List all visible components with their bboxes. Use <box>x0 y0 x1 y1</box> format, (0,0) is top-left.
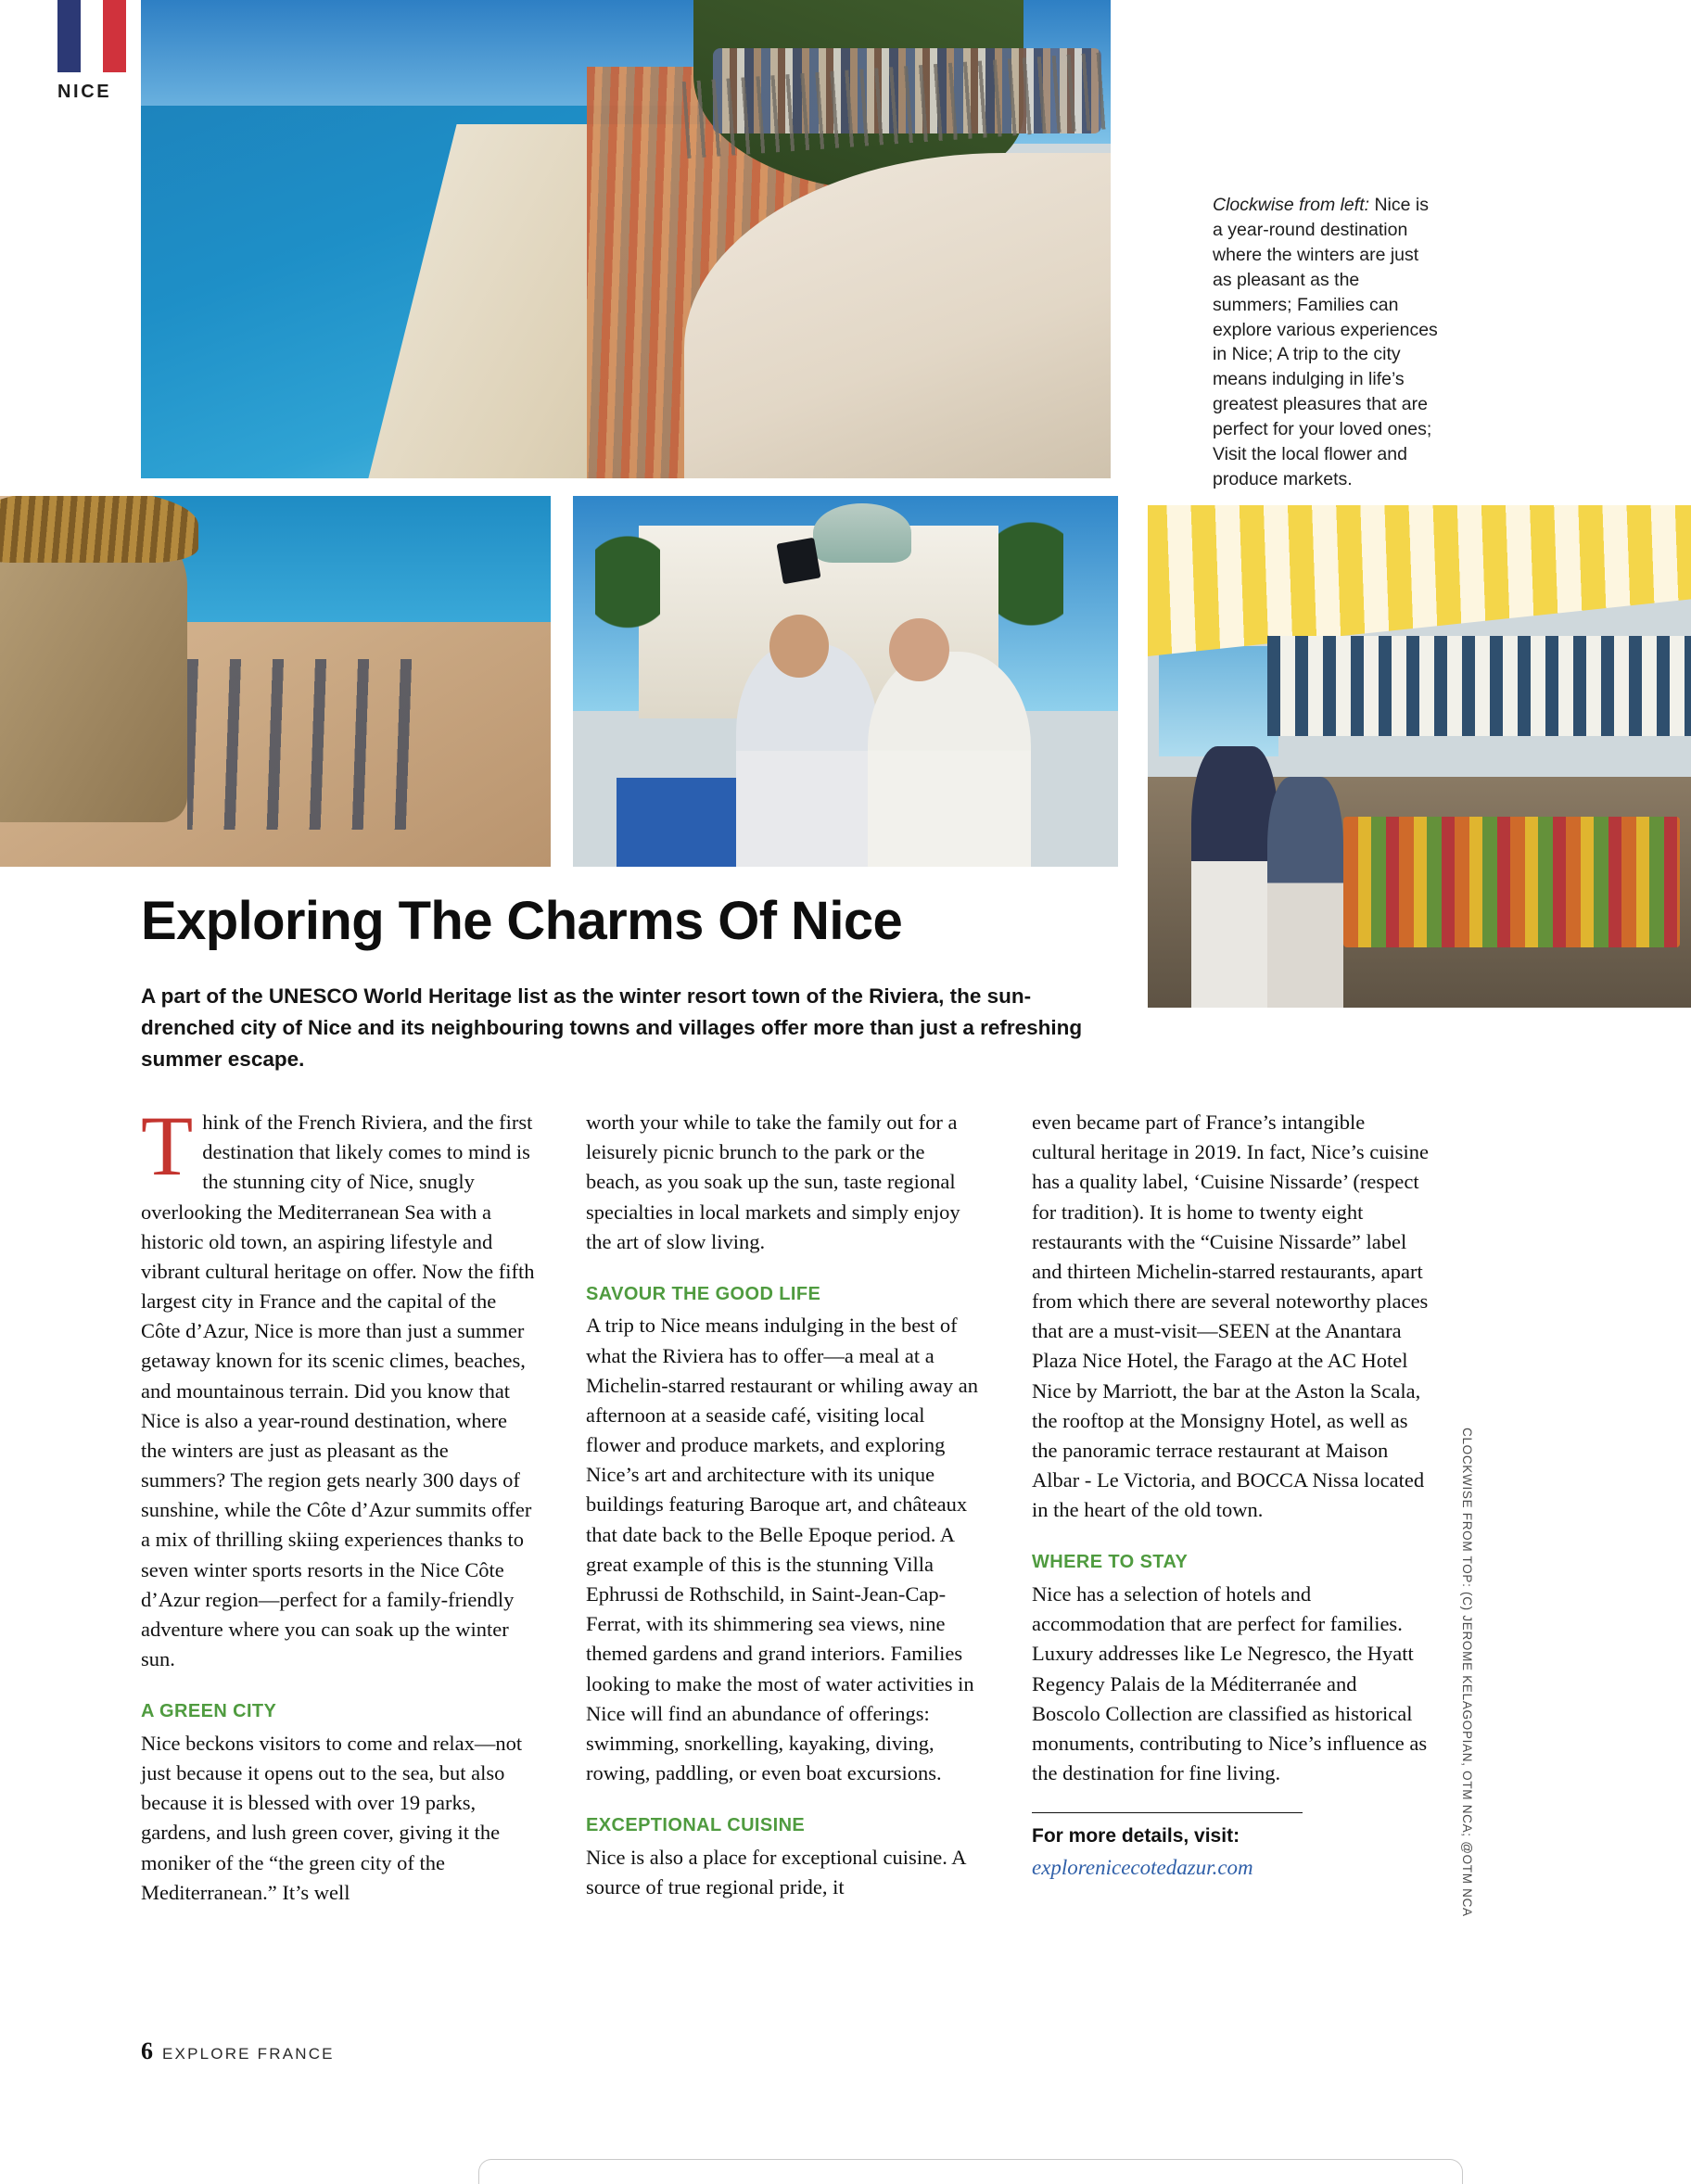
photo-promenade-walkers <box>0 496 551 867</box>
body-column-1 <box>141 1098 538 1908</box>
page-number: 6 <box>141 2038 153 2064</box>
photo-flower-produce-market <box>1148 505 1691 1008</box>
section-label: NICE <box>57 82 112 102</box>
photo-yellow-awning <box>1148 505 1691 656</box>
caption-lead: Clockwise from left: <box>1213 195 1370 215</box>
more-details-label: For more details, visit: <box>1032 1825 1240 1848</box>
photo-person-left <box>736 644 878 867</box>
paragraph-exceptional-cuisine: Nice is also a place for exceptional cuisine. A source of true regional pride, it <box>586 1845 966 1898</box>
page-footer <box>141 2038 335 2065</box>
photo-shopper <box>1191 746 1278 1008</box>
drop-cap: T <box>141 1098 194 1193</box>
body-column-3 <box>1032 1108 1429 1884</box>
photo-palm-tree <box>595 533 661 696</box>
photo-walking-family <box>187 659 418 830</box>
photo-nice-bay-panorama <box>141 0 1111 478</box>
paragraph-green-city-continued: worth your while to take the family out for a leisurely picnic brunch to the park or the beach, as you soak up the sun, taste regional specialties in local markets and simply enjoy the art of slow living. <box>586 1111 960 1253</box>
photo-person-right <box>868 652 1031 867</box>
page-title: Exploring The Charms Of Nice <box>141 891 903 951</box>
body-column-2 <box>586 1108 983 1902</box>
publication-name: EXPLORE FRANCE <box>162 2045 335 2063</box>
paragraph-savour-the-good-life: A trip to Nice means indulging in the best of what the Riviera has to offer—a meal at a Michelin-starred restaurant or whiling away an afternoon at a seaside café, visiting local flower and produce markets, and exploring Nice’s art and architecture with its unique buildings featuring Baroque art, and châteaux that date back to the Belle Epoque period. A great example of this is the stunning Villa Ephrussi de Rothschild, in Saint-Jean-Cap-Ferrat, with its shimmering sea views, nine themed gardens and grand interiors. Families looking to make the most of water activities in Nice will find an abundance of offerings: swimming, snorkelling, kayaking, diving, rowing, paddling, or even boat excursions. <box>586 1314 978 1785</box>
subhead-where-to-stay: WHERE TO STAY <box>1032 1552 1189 1573</box>
intro-paragraph <box>141 1098 538 1674</box>
photo-sky <box>1159 646 1278 756</box>
subhead-exceptional-cuisine: EXCEPTIONAL CUISINE <box>586 1815 806 1836</box>
photo-shopper <box>1267 777 1343 1008</box>
subhead-savour-the-good-life: SAVOUR THE GOOD LIFE <box>586 1283 821 1304</box>
more-details-link[interactable]: explorenicecotedazur.com <box>1032 1856 1253 1880</box>
page-edge <box>478 2159 1463 2184</box>
paragraph-exceptional-cuisine-continued: even became part of France’s intangible cultural heritage in 2019. In fact, Nice’s cuisine has a quality label, ‘Cuisine Nissarde’ (respect for tradition). It is home to twenty eight restaurants with the “Cuisine Nissarde” label and thirteen Michelin-starred restaurants, apart from which there are several noteworthy places that are a must-visit—SEEN at the Anantara Plaza Nice Hotel, the Farago at the AC Hotel Nice by Marriott, the bar at the Aston la Scala, the rooftop at the Monsigny Hotel, as well as the panoramic terrace restaurant at Maison Albar - Le Victoria, and BOCCA Nissa located in the heart of the old town. <box>1032 1111 1429 1522</box>
photo-couple-selfie <box>573 496 1118 867</box>
section-header <box>57 0 137 103</box>
photo-hotel-dome <box>813 503 911 563</box>
photo-head-left <box>769 615 830 678</box>
photo-produce <box>1343 817 1680 947</box>
paragraph-where-to-stay: Nice has a selection of hotels and accommodation that are perfect for families. Luxury addresses like Le Negresco, the Hyatt Regency Palais de la Méditerranée and Boscolo Collection are classified as historical monuments, contributing to Nice’s influence as the destination for fine living. <box>1032 1582 1428 1785</box>
photo-palm-tree <box>998 518 1064 704</box>
france-flag-icon <box>57 0 126 72</box>
intro-text: hink of the French Riviera, and the first destination that likely comes to mind is the stunning city of Nice, snugly overlooking the Mediterranean Sea with a historic old town, an aspiring lifestyle and vibrant cultural heritage on offer. Now the fifth largest city in France and the capital of the Côte d’Azur, Nice is more than just a summer getaway known for its scenic climes, beaches, and mountainous terrain. Did you know that Nice is also a year-round destination, where the winters are just as pleasant as the summers? The region gets nearly 300 days of sunshine, while the Côte d’Azur summits offer a mix of thrilling skiing experiences thanks to seven winter sports resorts in the Nice Côte d’Azur region—perfect for a family-friendly adventure where you can soak up the winter sun. <box>141 1111 535 1671</box>
article-standfirst: A part of the UNESCO World Heritage list as the winter resort town of the Riviera, the sun-drenched city of Nice and its neighbouring towns and villages offer more than just a refreshing summer escape. <box>141 984 1083 1071</box>
photo-credit: CLOCKWISE FROM TOP: (C) JEROME KELAGOPIAN, OTM NCA; @OTM NCA <box>1460 1428 1474 1917</box>
divider <box>1032 1812 1303 1813</box>
paragraph-green-city: Nice beckons visitors to come and relax—not just because it opens out to the sea, but also because it is blessed with over 19 parks, gardens, and lush green cover, giving it the moniker of the “the green city of the Mediterranean.” It’s well <box>141 1731 523 1904</box>
photo-head-right <box>889 618 949 681</box>
photo-striped-awning <box>1267 636 1691 736</box>
photo-smartphone <box>777 538 821 584</box>
caption-text: Nice is a year-round destination where the winters are just as pleasant as the summers; Families can explore various experiences in Nice; A trip to the city means indulging in life’s greatest pleasures that are perfect for your loved ones; Visit the local flower and produce markets. <box>1213 195 1438 489</box>
photo-caption <box>1213 193 1443 492</box>
subhead-a-green-city: A GREEN CITY <box>141 1701 277 1722</box>
photo-urn-flowers <box>0 496 198 563</box>
